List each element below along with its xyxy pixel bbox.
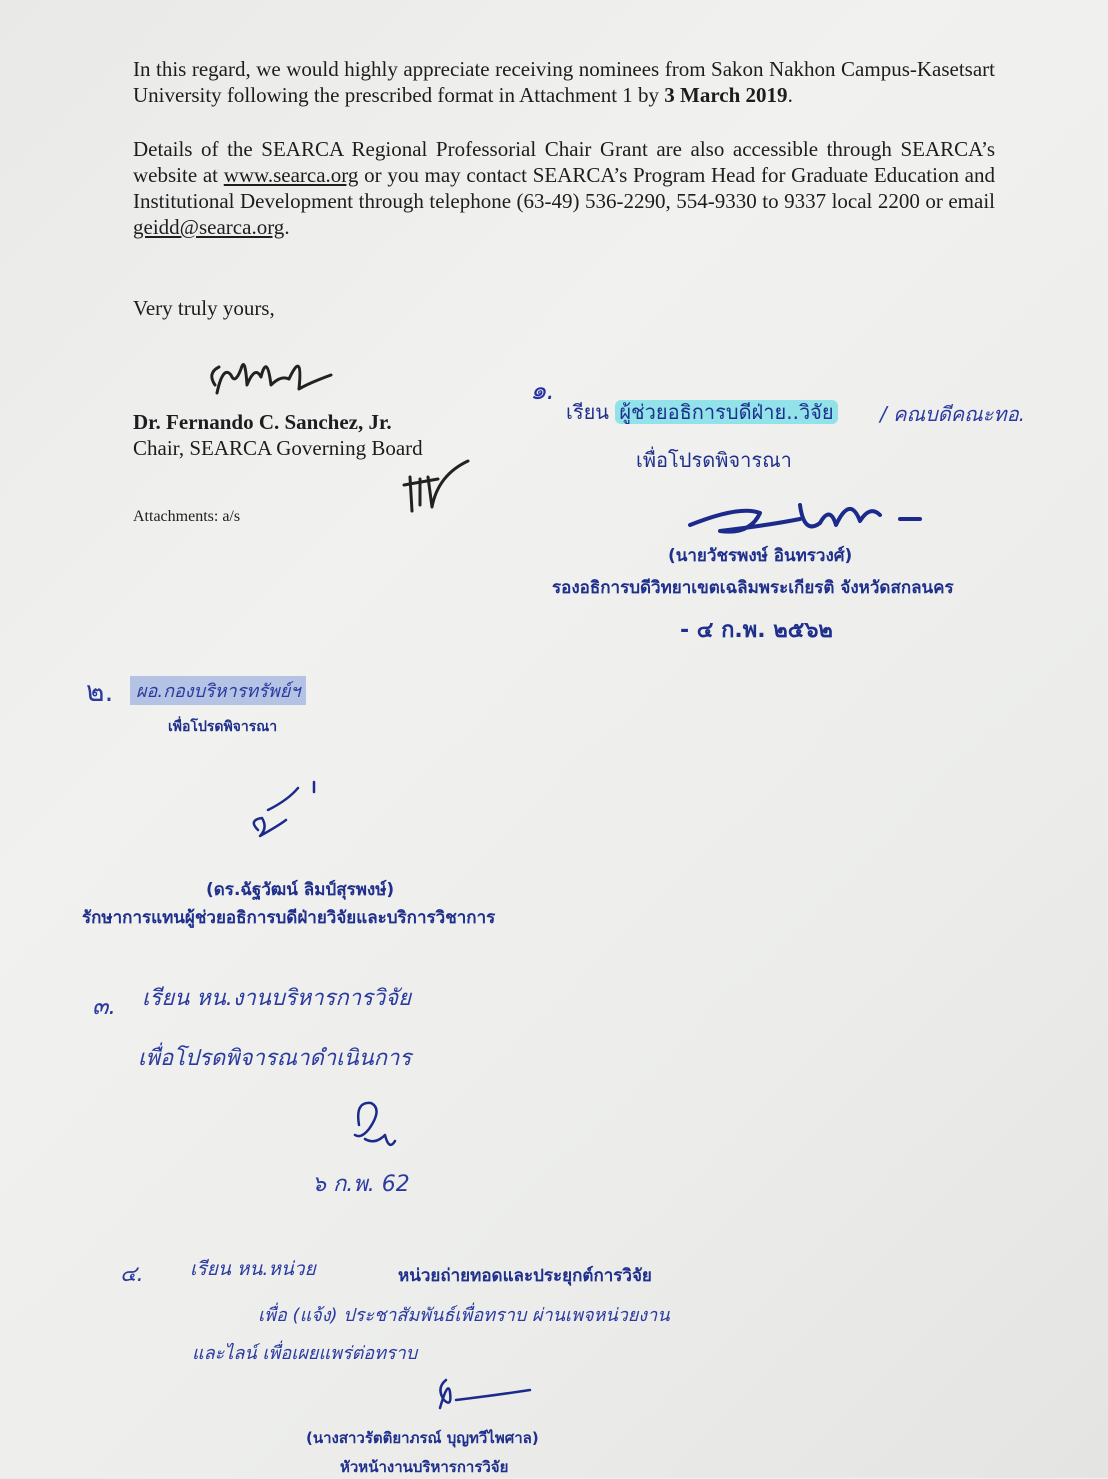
note2-number: ๒. (86, 675, 114, 708)
attachments-line: Attachments: a/s (133, 508, 241, 525)
note4-handwritten-prefix: เรียน หน.หน่วย (190, 1258, 316, 1280)
closing-line: Very truly yours, (133, 296, 275, 320)
paragraph-text: or you may contact SEARCA’s Program Head for Graduate Education and Institutional Development through telephone (63-49) 536-2290, 554-9330 to 9337 local 2200 or email (133, 163, 995, 213)
note4-signature (430, 1370, 550, 1420)
nomination-paragraph (133, 56, 995, 108)
note4-signer-name: (นางสาวรัตติยาภรณ์ บุญทวีไพศาล) (306, 1429, 539, 1447)
note1-signer-position: รองอธิการบดีวิทยาเขตเฉลิมพระเกียรติ จังหวัดสกลนคร (552, 578, 954, 598)
note2-signer-name: (ดร.ฉัฐวัฒน์ ลิมป์สุรพงษ์) (206, 880, 395, 900)
initial-mark (398, 455, 478, 515)
period: . (284, 215, 290, 239)
note1-prefix: เรียน (566, 400, 609, 424)
note3-line2: เพื่อโปรดพิจารณาดำเนินการ (138, 1046, 412, 1071)
note2-line2: เพื่อโปรดพิจารณา (168, 719, 278, 735)
note1-number: ๑. (530, 376, 555, 406)
note1-line2: เพื่อโปรดพิจารณา (636, 448, 792, 472)
note3-date: ๖ ก.พ. 62 (312, 1172, 410, 1197)
signer-name: Dr. Fernando C. Sanchez, Jr. (133, 410, 392, 434)
paragraph-text: Details of the SEARCA Regional Professorial Chair Grant are also accessible through SEARCA’s website at (133, 137, 995, 187)
note4-line2: เพื่อ (แจ้ง) ประชาสัมพันธ์เพื่อทราบ ผ่านเพจหน่วยงาน (258, 1305, 670, 1326)
note1-signature (680, 485, 940, 545)
signer-title: Chair, SEARCA Governing Board (133, 436, 423, 460)
note1-signer-name: (นายวัชรพงษ์ อินทรวงศ์) (668, 546, 853, 566)
details-paragraph (133, 136, 995, 240)
email-link[interactable]: geidd@searca.org (133, 215, 285, 239)
note2-signature (238, 780, 318, 850)
note2-signer-position: รักษาการแทนผู้ช่วยอธิการบดีฝ่ายวิจัยและบริการวิชาการ (82, 908, 496, 928)
note4-signer-position: หัวหน้างานบริหารการวิจัย (340, 1458, 509, 1476)
note1-highlighted-recipient: ผู้ช่วยอธิการบดีฝ่าย..วิจัย (615, 400, 837, 424)
note1-line1 (566, 396, 838, 428)
note3-line1: เรียน หน.งานบริหารการวิจัย (142, 986, 412, 1011)
note1-handwritten-suffix: / คณบดีคณะทอ. (880, 402, 1025, 426)
deadline-date: 3 March 2019 (664, 83, 788, 107)
chair-signature (205, 345, 345, 405)
note3-number: ๓. (92, 992, 117, 1020)
note4-number: ๔. (120, 1262, 144, 1287)
note3-signature (345, 1095, 405, 1165)
note2-handwritten-recipient: ผอ.กองบริหารทรัพย์ฯ (130, 676, 306, 705)
period: . (787, 83, 793, 107)
paragraph-text: In this regard, we would highly appreciate receiving nominees from Sakon Nakhon Campus-Kasetsart University following the prescribed format in Attachment 1 by (133, 57, 995, 107)
website-link[interactable]: www.searca.org (223, 163, 359, 187)
note1-date-stamp: - ๔ ก.พ. ๒๕๖๒ (680, 618, 833, 643)
note4-line3: และไลน์ เพื่อเผยแพร่ต่อทราบ (192, 1343, 418, 1364)
note4-unit-stamp: หน่วยถ่ายทอดและประยุกต์การวิจัย (398, 1266, 652, 1286)
